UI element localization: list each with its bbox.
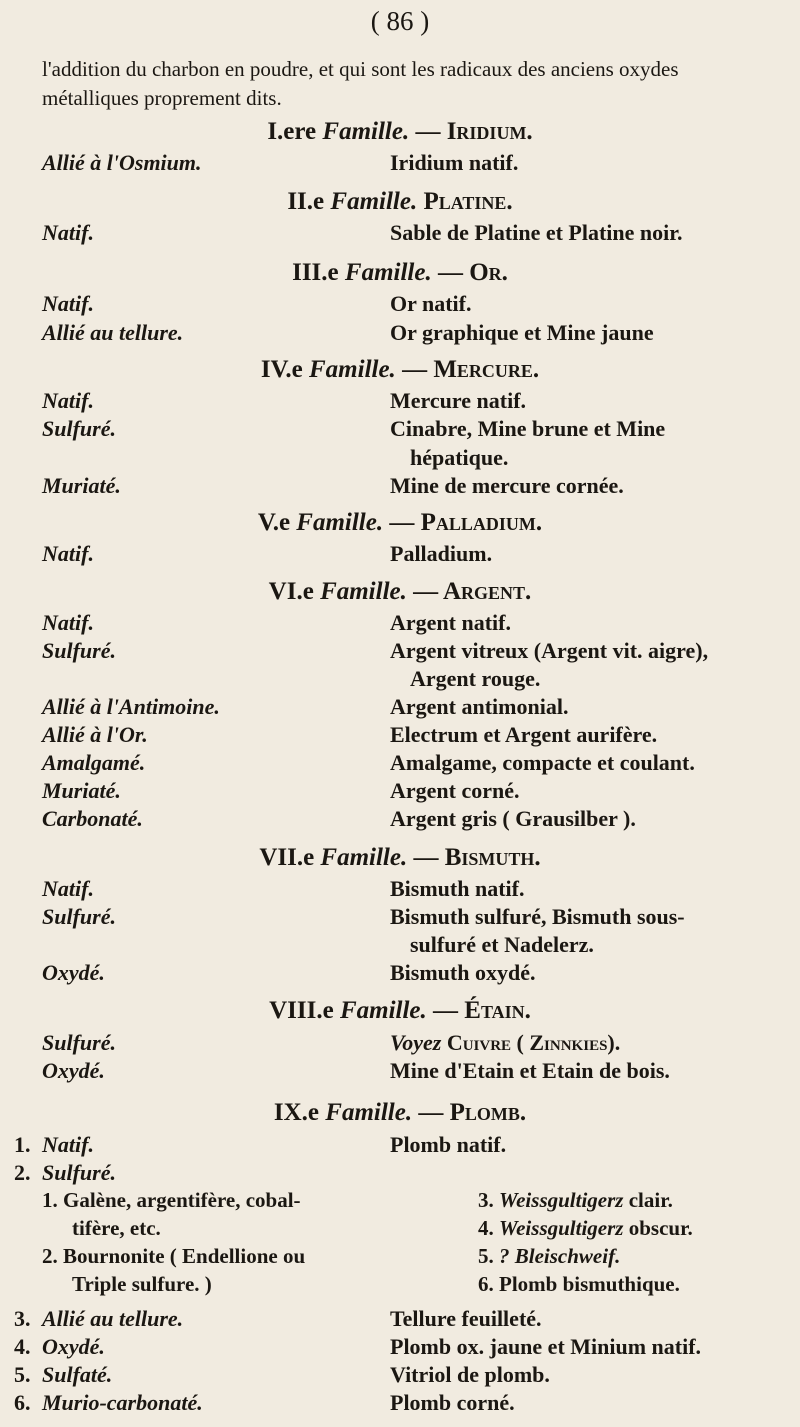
family-heading-iridium — [0, 118, 800, 146]
sulfure-right-line: 5. ? Bleischweif. — [478, 1244, 621, 1268]
family-heading-palladium: V.e Famille. — Palladium. — [257, 509, 543, 536]
sulfure-left-line: 1. Galène, argentifère, cobal- — [42, 1188, 301, 1212]
family-word: Famille. — [322, 118, 410, 145]
sulfure-right-line: 6. Plomb bismuthique. — [478, 1272, 680, 1296]
family-number: I.ere — [267, 118, 317, 145]
family-heading-platine: II.e Famille. Platine. — [287, 188, 513, 215]
family-heading-mercure: IV.e Famille. — Mercure. — [260, 356, 540, 383]
family-name: — Iridium. — [415, 118, 533, 145]
sulfure-left-line: tifère, etc. — [72, 1216, 161, 1240]
page-number: ( 86 ) — [370, 6, 430, 36]
entry-label: Allié à l'Osmium. — [42, 150, 202, 175]
entry-value: Iridium natif. — [390, 150, 519, 175]
sulfure-right-line: 4. Weissgultigerz obscur. — [478, 1216, 693, 1240]
family-heading-etain: VIII.e Famille. — Étain. — [269, 997, 531, 1024]
intro-paragraph: l'addition du charbon en poudre, et qui sont les radicaux des anciens oxydes métalliques proprement dits. — [42, 57, 679, 110]
family-heading-bismuth: VII.e Famille. — Bismuth. — [259, 844, 541, 871]
book-page: ( 86 ) l'addition du charbon en poudre, et qui sont les radicaux des anciens oxydes métalliques proprement dits. I.ere Famille. — Iridium. Allié à l'Osmium. Iridium natif. II.e Famille. Platine. Natif. Sable de Platine et Platine noir. III.e Famille. — Or. Natif. Or natif. Allié au tellure. Or graphique et Mine jaune IV.e Famille. — Mercure. Natif. Mercure natif. Sulfuré. Cinabre, Mine brune et Mine hépatique. Muriaté. Mine de mercure cornée. V.e Famille. — Palladium. Natif. Palladium. VI.e Famille. — Argent. Natif. Argent natif. Sulfuré. Argent vitreux (Argent vit. aigre), Argent rouge. Allié à l'Antimoine. Argent antimonial. Allié à l'Or. Electrum et Argent aurifère. Amalgamé. Amalgame, compacte et coulant. Muriaté. Argent corné. Carbonaté. Argent gris ( Grausilber ). VII.e Famille. — Bismuth. Natif. Bismuth natif. Sulfuré. Bismuth sulfuré, Bismuth sous- sulfuré et Nadelerz. Oxydé. Bismuth oxydé. VIII.e Famille. — Étain. Sulfuré. Voyez Cuivre ( Zinnkies). Oxydé. Mine d'Etain et Etain de bois. IX.e Famille. — Plomb. 1. Natif. Plomb natif. 2. Sulfuré. 1. Galène, argentifère, cobal- tifère, etc. 2. Bournonite ( Endellione ou Triple sulfure. ) 3. Weissgultigerz clair. 4. Weissgultigerz obscur. 5. ? Bleischweif. 6. Plomb bismuthique. 3. Allié au tellure. Tellure feuilleté. 4. Oxydé. Plomb ox. jaune et Minium natif. 5. Sulfaté. Vitriol de plomb. 6. Murio-carbonaté. Plomb corné. — [0, 0, 800, 1427]
sulfure-right-line: 3. Weissgultigerz clair. — [478, 1188, 673, 1212]
sulfure-left-line: 2. Bournonite ( Endellione ou — [42, 1244, 306, 1268]
family-heading-argent: VI.e Famille. — Argent. — [268, 578, 532, 605]
family-heading-plomb: IX.e Famille. — Plomb. — [273, 1099, 527, 1126]
family-heading-or: III.e Famille. — Or. — [292, 259, 508, 286]
sulfure-left-line: Triple sulfure. ) — [72, 1272, 212, 1296]
